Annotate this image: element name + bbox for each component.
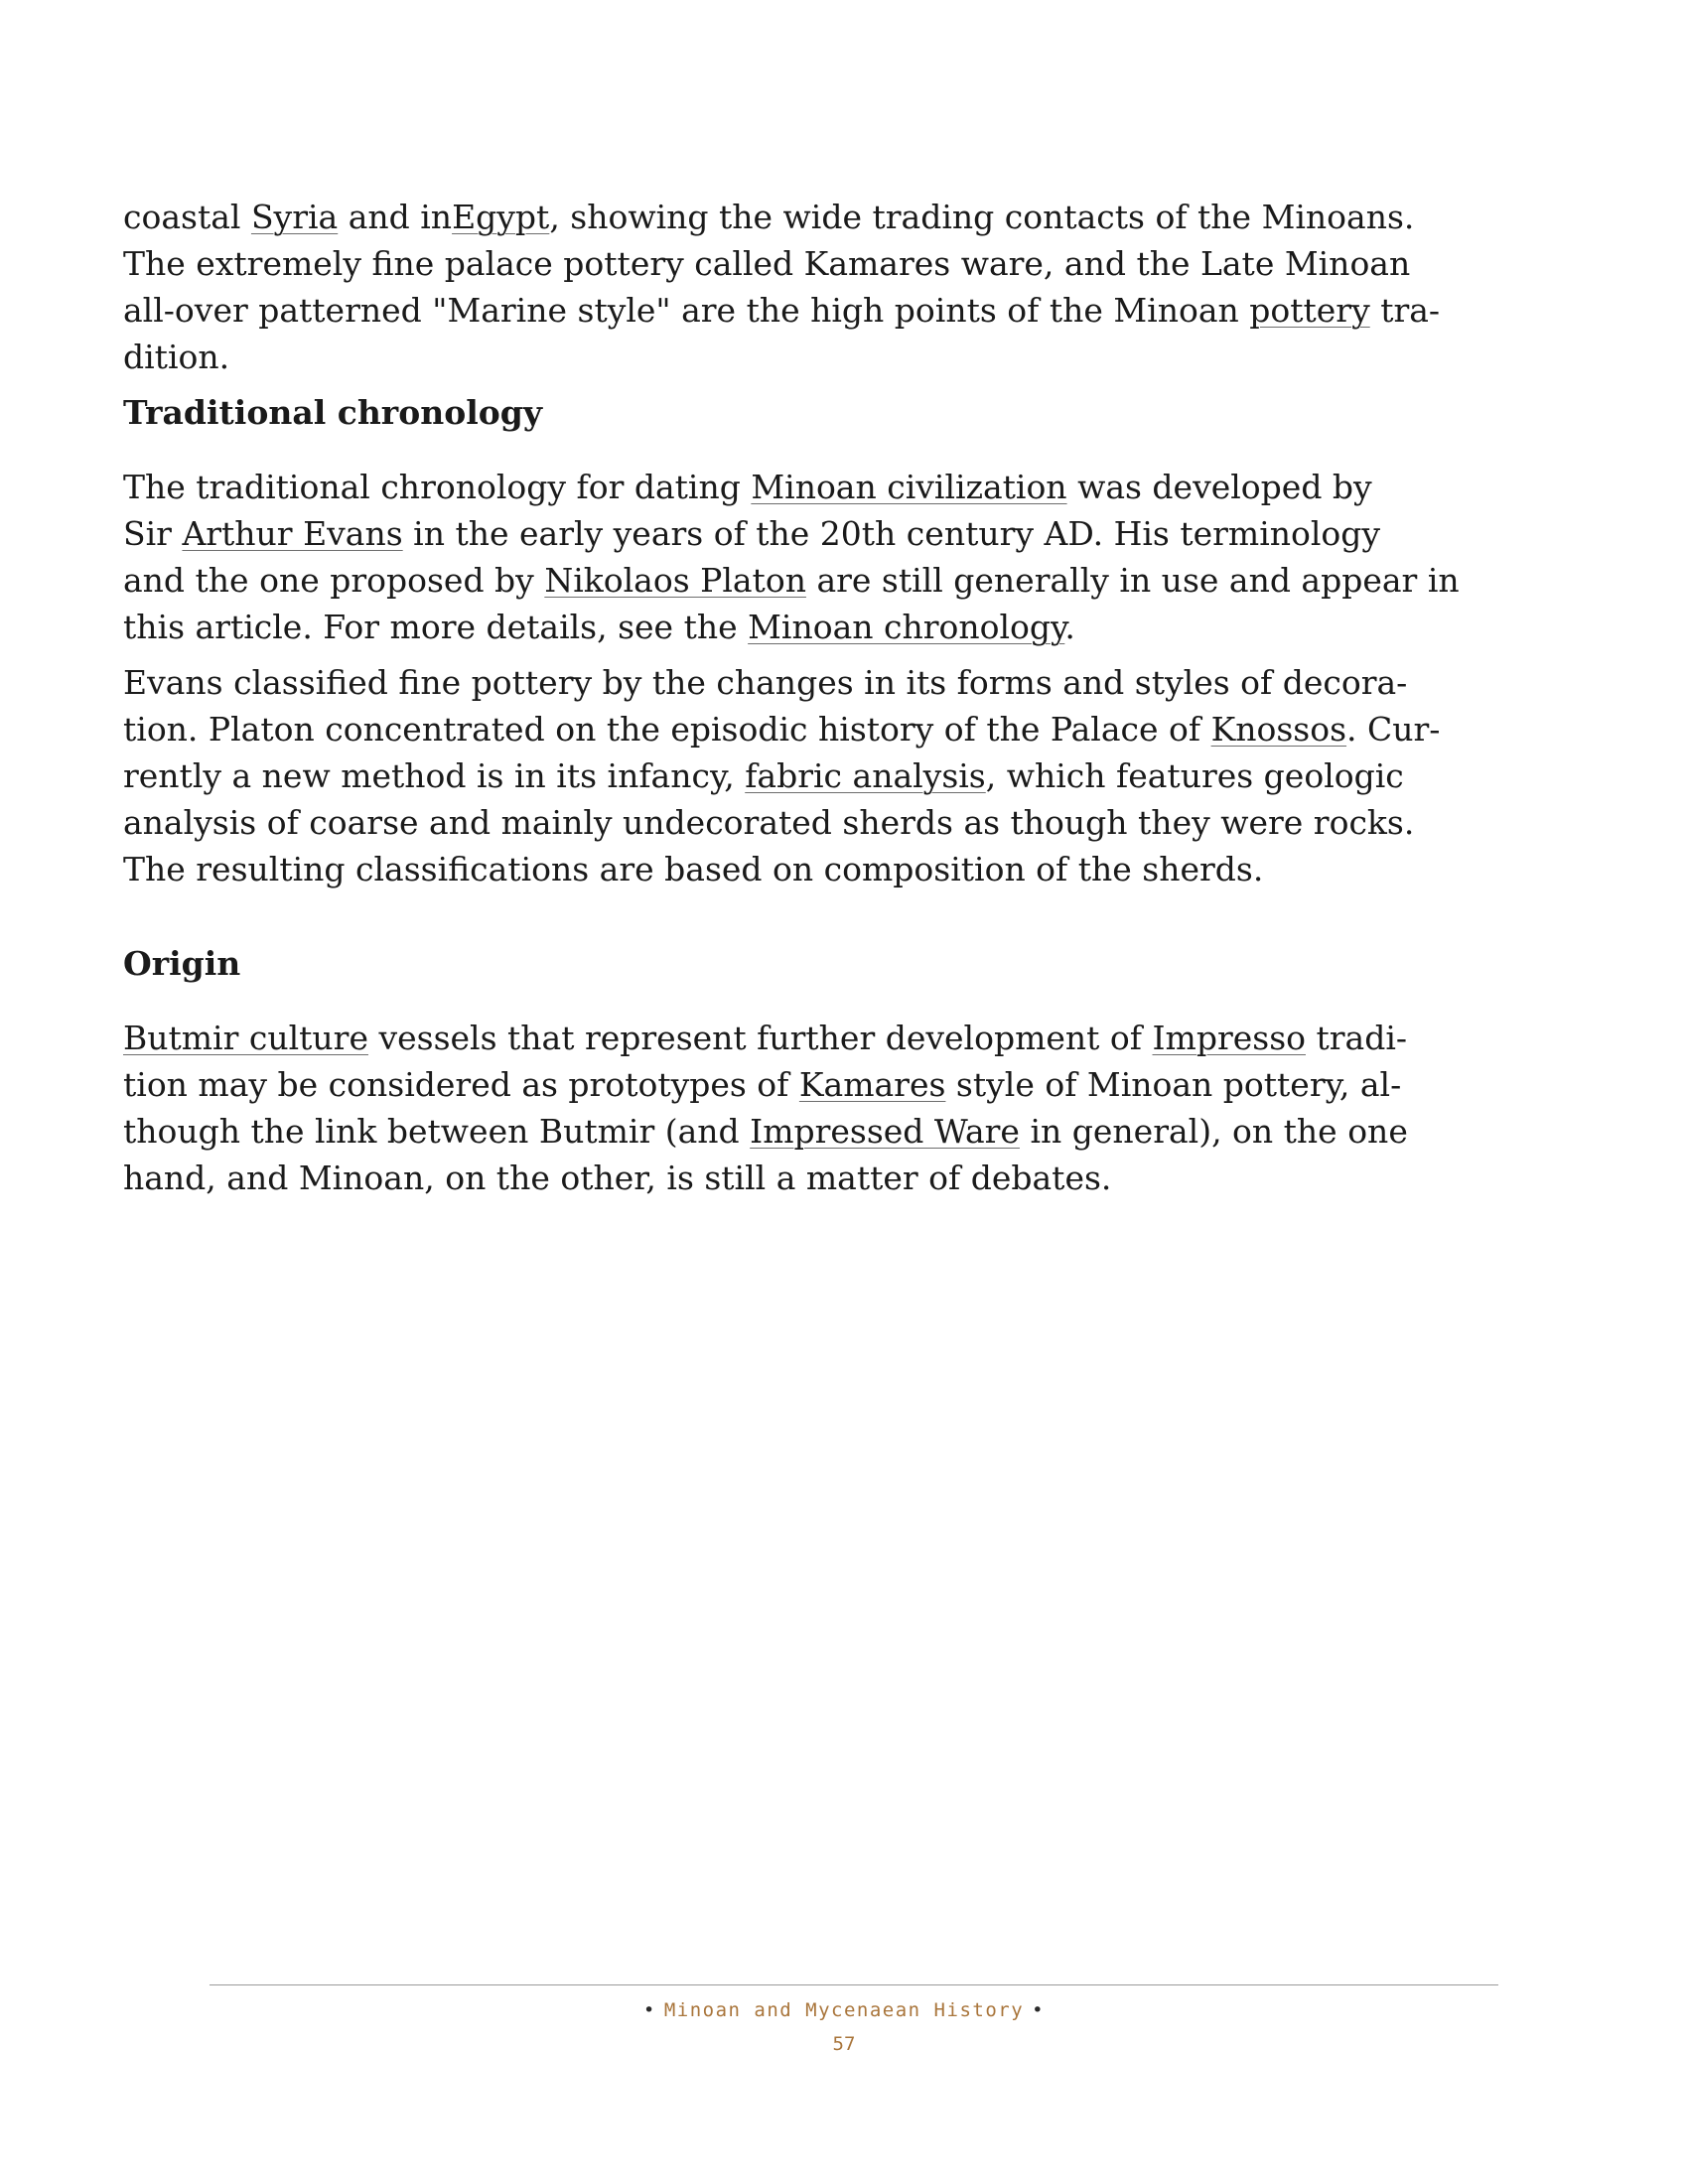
page-number: 57 <box>832 2033 856 2055</box>
text-run: in general), on the one <box>1019 1112 1408 1151</box>
text-run: vessels that represent further development of <box>367 1019 1153 1057</box>
footer-bullet-right: • <box>1032 1999 1046 2021</box>
link-egypt[interactable]: Egypt <box>452 198 550 236</box>
link-kamares[interactable]: Kamares <box>798 1065 946 1104</box>
text-run: tion. Platon concentrated on the episodic history of the Palace of <box>123 710 1211 749</box>
text-line <box>123 287 1573 334</box>
link-arthur-evans[interactable]: Arthur Evans <box>182 514 403 553</box>
link-fabric-analysis[interactable]: fabric analysis <box>745 756 986 795</box>
text-run: tra- <box>1369 291 1441 330</box>
paragraph-trade <box>123 194 1573 380</box>
text-run: in the early years of the 20th century AD. His terminology <box>402 514 1381 553</box>
text-run: and in <box>338 198 453 236</box>
text-run: this article. For more details, see the <box>123 608 749 646</box>
text-line <box>123 510 1573 557</box>
text-line: analysis of coarse and mainly undecorated sherds as though they were rocks. <box>123 803 1415 842</box>
text-run: rently a new method is in its infancy, <box>123 756 746 795</box>
text-run: , which features geologic <box>985 756 1404 795</box>
text-line <box>123 1108 1573 1155</box>
link-knossos[interactable]: Knossos <box>1210 710 1347 749</box>
text-run: tion may be considered as prototypes of <box>123 1065 799 1104</box>
text-line <box>123 706 1573 752</box>
page-body <box>123 194 1573 1210</box>
link-syria[interactable]: Syria <box>250 198 339 236</box>
text-line: Evans classified fine pottery by the changes in its forms and styles of decora- <box>123 663 1408 702</box>
text-run: style of Minoan pottery, al- <box>945 1065 1402 1104</box>
text-run: The traditional chronology for dating <box>123 468 752 506</box>
link-pottery[interactable]: pottery <box>1249 291 1370 330</box>
footer-running-title <box>0 1999 1688 2021</box>
link-butmir-culture[interactable]: Butmir culture <box>123 1019 368 1057</box>
footer-bullet-left: • <box>642 1999 656 2021</box>
text-run: all-over patterned "Marine style" are the high points of the Minoan <box>123 291 1250 330</box>
text-line <box>123 1061 1573 1108</box>
text-run: tradi- <box>1306 1019 1408 1057</box>
text-run: though the link between Butmir (and <box>123 1112 751 1151</box>
text-line <box>123 1015 1573 1061</box>
text-line <box>123 752 1573 799</box>
link-minoan-civilization[interactable]: Minoan civilization <box>751 468 1067 506</box>
footer-divider <box>210 1984 1498 1985</box>
text-run: . <box>1064 608 1075 646</box>
link-minoan-chronology[interactable]: Minoan chronology <box>748 608 1065 646</box>
text-line: The extremely fine palace pottery called Kamares ware, and the Late Minoan <box>123 244 1411 283</box>
text-line: hand, and Minoan, on the other, is still a matter of debates. <box>123 1159 1112 1197</box>
text-line: The resulting classifications are based on composition of the sherds. <box>123 850 1264 888</box>
text-run: was developed by <box>1066 468 1372 506</box>
link-impressed-ware[interactable]: Impressed Ware <box>750 1112 1020 1151</box>
link-impresso[interactable]: Impresso <box>1152 1019 1306 1057</box>
heading-traditional-chronology: Traditional chronology <box>123 393 543 432</box>
text-line <box>123 464 1573 510</box>
text-line <box>123 194 1573 240</box>
paragraph-classification <box>123 659 1573 892</box>
text-line <box>123 557 1573 604</box>
heading-origin: Origin <box>123 944 241 983</box>
link-nikolaos-platon[interactable]: Nikolaos Platon <box>544 561 806 600</box>
text-line <box>123 604 1573 650</box>
text-run: . Cur- <box>1346 710 1441 749</box>
paragraph-chronology <box>123 464 1573 650</box>
text-run: Sir <box>123 514 183 553</box>
text-run: are still generally in use and appear in <box>805 561 1460 600</box>
text-run: coastal <box>123 198 251 236</box>
text-run: , showing the wide trading contacts of the Minoans. <box>549 198 1415 236</box>
paragraph-origin <box>123 1015 1573 1201</box>
footer-title-text: Minoan and Mycenaean History <box>663 1999 1025 2021</box>
text-line: dition. <box>123 338 230 376</box>
text-run: and the one proposed by <box>123 561 545 600</box>
